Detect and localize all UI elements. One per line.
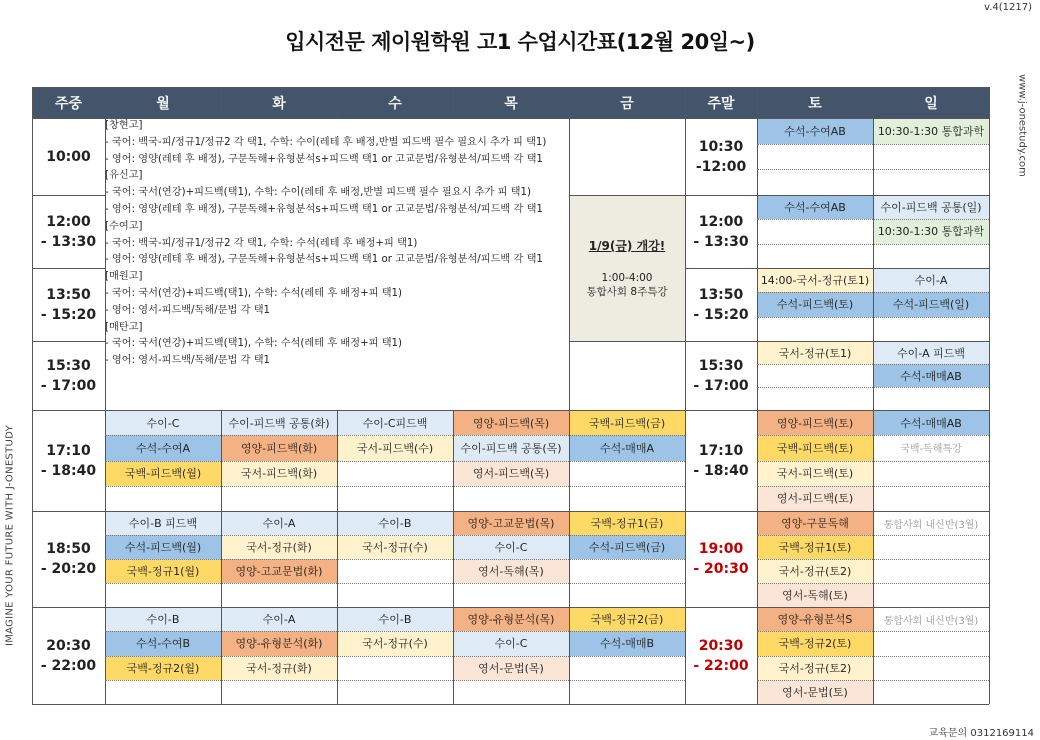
class-cell-thu[interactable]: 수이-C — [453, 631, 569, 655]
grid-line — [757, 559, 989, 560]
class-cell-sat[interactable]: 영서-문법(토) — [757, 680, 873, 704]
weekday-time-1: 12:00 - 13:30 — [40, 213, 97, 250]
grid-line — [757, 486, 989, 487]
side-website: www.j-onestudy.com — [1016, 74, 1028, 177]
class-cell-tue — [221, 680, 337, 704]
class-cell-mon[interactable]: 국백-정규1(월) — [105, 559, 221, 583]
grid-line — [685, 341, 989, 342]
note-line: - 영어: 영서-피드백/독해/문법 각 택1 — [105, 304, 271, 316]
class-cell-sat[interactable]: 14:00-국서-정규(토1) — [757, 268, 873, 292]
class-cell-sun — [873, 244, 989, 268]
grid-line — [757, 680, 989, 681]
class-cell-wed — [337, 486, 453, 511]
class-cell-tue[interactable]: 영양-고교문법(화) — [221, 559, 337, 583]
weekday-time-2: 13:50 - 15:20 — [40, 286, 97, 323]
class-cell-sat[interactable]: 수석-수여AB — [757, 118, 873, 144]
class-cell-thu — [453, 583, 569, 607]
grid-line — [757, 631, 989, 632]
class-cell-sat[interactable]: 국서-정규(토2) — [757, 656, 873, 680]
class-cell-sun — [873, 559, 989, 583]
grid-line — [757, 535, 989, 536]
note-line: - 국어: 백국-피/정규1/정규2 각 택1, 수학: 수이(레테 후 배정,반별 피드백 필수 필요시 추가 피 택1) — [105, 136, 547, 148]
grid-line — [685, 268, 989, 269]
class-cell-fri[interactable]: 국백-피드백(금) — [569, 410, 685, 435]
note-line: - 국어: 백국-피/정규1/정규2 각 택1, 수학: 수석(레테 후 배정+피 택1) — [105, 237, 418, 249]
grid-line — [757, 364, 989, 365]
grid-line — [105, 486, 685, 487]
class-cell-sat — [757, 317, 873, 341]
note-line: [수여고] — [105, 220, 143, 232]
grid-line — [32, 87, 33, 704]
grid-line — [32, 87, 989, 88]
grid-line — [757, 292, 989, 293]
grid-line — [32, 195, 105, 196]
class-cell-sun[interactable]: 수석-매매AB — [873, 410, 989, 435]
class-cell-tue[interactable]: 국서-정규(화) — [221, 535, 337, 559]
class-cell-mon[interactable]: 국백-피드백(월) — [105, 461, 221, 486]
grid-line — [105, 631, 685, 632]
weekend-time-0: 10:30 -12:00 — [695, 138, 747, 175]
weekday-time-4: 17:10 - 18:40 — [40, 442, 97, 479]
class-cell-fri — [569, 486, 685, 511]
header-wed: 수 — [337, 87, 453, 118]
class-cell-wed — [337, 461, 453, 486]
class-cell-sat[interactable]: 영양-구문독해 — [757, 511, 873, 535]
notice-course: 통합사회 8주특강 — [586, 286, 668, 298]
grid-line — [757, 219, 989, 220]
grid-line — [221, 87, 222, 118]
class-cell-mon[interactable]: 수석-수여A — [105, 435, 221, 460]
header-mon: 월 — [105, 87, 221, 118]
grid-line — [32, 268, 105, 269]
class-cell-thu[interactable]: 영서-독해(목) — [453, 559, 569, 583]
weekend-time-5: 19:00 - 20:30 — [693, 541, 749, 577]
class-cell-tue — [221, 583, 337, 607]
class-cell-wed — [337, 656, 453, 680]
class-cell-sat — [757, 364, 873, 387]
class-cell-tue[interactable]: 국서-피드백(화) — [221, 461, 337, 486]
grid-line — [989, 87, 990, 704]
class-cell-sat[interactable]: 영양-유형분석S — [757, 607, 873, 631]
grid-line — [105, 559, 685, 560]
contact-info: 교육문의 0312169114 — [928, 728, 1034, 739]
class-cell-sun — [873, 680, 989, 704]
grid-line — [685, 87, 686, 704]
grid-line — [569, 87, 570, 704]
grid-line — [757, 583, 989, 584]
class-cell-fri — [569, 680, 685, 704]
class-cell-thu[interactable]: 영양-피드백(목) — [453, 410, 569, 435]
grid-line — [569, 341, 685, 342]
grid-line — [685, 195, 989, 196]
class-cell-sat[interactable]: 영서-피드백(토) — [757, 486, 873, 511]
class-cell-mon — [105, 486, 221, 511]
class-cell-sat — [757, 244, 873, 268]
class-cell-thu — [453, 680, 569, 704]
page-title: 입시전문 제이원학원 고1 수업시간표(12월 20일~) — [285, 30, 755, 54]
class-cell-tue[interactable]: 영양-피드백(화) — [221, 435, 337, 460]
class-cell-sat[interactable]: 수석-수여AB — [757, 195, 873, 219]
class-cell-tue[interactable]: 수이-피드백 공통(화) — [221, 410, 337, 435]
class-cell-sun[interactable]: 통합사회 내신반(3월) — [883, 615, 979, 627]
class-cell-mon[interactable]: 수석-수여B — [105, 631, 221, 655]
class-cell-sat[interactable]: 국서-정규(토2) — [757, 559, 873, 583]
weekday-time-6: 20:30 - 22:00 — [40, 637, 97, 674]
weekday-time-5: 18:50 - 20:20 — [40, 541, 97, 577]
weekend-time-1: 12:00 - 13:30 — [693, 213, 749, 250]
morning-notes — [105, 118, 569, 410]
grid-line — [32, 511, 989, 512]
class-cell-fri[interactable]: 수석-피드백(금) — [569, 535, 685, 559]
class-cell-wed[interactable]: 수이-B — [337, 511, 453, 535]
class-cell-sat[interactable]: 영양-피드백(토) — [757, 410, 873, 435]
header-wk: 주중 — [32, 87, 105, 118]
weekday-time-0: 10:00 — [46, 148, 91, 165]
class-cell-mon[interactable]: 수이-C — [105, 410, 221, 435]
grid-line — [337, 87, 338, 118]
class-cell-thu[interactable]: 영양-고교문법(목) — [453, 511, 569, 535]
header-fri: 금 — [569, 87, 685, 118]
class-cell-thu[interactable]: 영서-피드백(목) — [453, 461, 569, 486]
grid-line — [105, 680, 685, 681]
grid-line — [105, 435, 685, 436]
class-cell-thu[interactable]: 수이-C — [453, 535, 569, 559]
class-cell-sun[interactable]: 수석-피드백(일) — [873, 292, 989, 316]
class-cell-sat[interactable]: 국백-피드백(토) — [757, 435, 873, 460]
class-cell-fri[interactable]: 국백-정규2(금) — [569, 607, 685, 631]
grid-line — [453, 87, 454, 118]
grid-line — [757, 169, 989, 170]
class-cell-tue — [221, 486, 337, 511]
header-sun: 일 — [873, 87, 989, 118]
notice-title: 1/9(금) 개강! — [588, 239, 666, 253]
class-cell-mon[interactable]: 국백-정규2(월) — [105, 656, 221, 680]
class-cell-fri — [569, 656, 685, 680]
grid-line — [32, 118, 989, 119]
weekend-time-3: 15:30 - 17:00 — [693, 357, 749, 394]
note-line: [유신고] — [105, 170, 143, 182]
grid-line — [105, 461, 685, 462]
class-cell-sun — [873, 656, 989, 680]
class-cell-sun[interactable]: 수이-피드백 공통(일) — [873, 195, 989, 219]
class-cell-fri — [569, 583, 685, 607]
class-cell-sat — [757, 219, 873, 243]
grid-line — [105, 87, 106, 704]
weekend-time-6: 20:30 - 22:00 — [693, 637, 749, 674]
grid-line — [105, 535, 685, 536]
class-cell-sun — [873, 317, 989, 341]
note-line: - 영어: 영서-피드백/독해/문법 각 택1 — [105, 355, 271, 367]
class-cell-sun[interactable]: 10:30-1:30 통합과학 — [873, 118, 989, 144]
note-line: - 국어: 국서(연강)+피드백(택1), 수학: 수석(레테 후 배정+피 택1) — [105, 338, 402, 350]
class-cell-sat[interactable]: 국백-정규2(토) — [757, 631, 873, 655]
class-cell-sat — [757, 144, 873, 170]
grid-line — [32, 607, 989, 608]
class-cell-wed — [337, 559, 453, 583]
class-cell-mon — [105, 680, 221, 704]
note-line: [창현고] — [105, 120, 143, 131]
grid-line — [32, 410, 989, 411]
notice-time: 1:00-4:00 — [601, 272, 653, 284]
grid-line — [757, 317, 989, 318]
class-cell-sat[interactable]: 국서-정규(토1) — [757, 341, 873, 364]
class-cell-thu — [453, 486, 569, 511]
weekend-time-4: 17:10 - 18:40 — [693, 442, 749, 479]
class-cell-sun — [873, 631, 989, 655]
grid-line — [105, 656, 685, 657]
class-cell-wed — [337, 583, 453, 607]
class-cell-sun — [873, 583, 989, 607]
class-cell-tue[interactable]: 영양-유형분석(화) — [221, 631, 337, 655]
grid-line — [337, 410, 338, 704]
class-cell-fri — [569, 559, 685, 583]
version-label: v.4(1217) — [984, 2, 1032, 13]
weekend-time-2: 13:50 - 15:20 — [693, 286, 749, 323]
note-line: - 영어: 영양(레테 후 배정), 구문독해+유형분석s+피드백 택1 or 고교문법/유형분석/피드백 각 택1 — [105, 254, 543, 266]
note-line: - 국어: 국서(연강)+피드백(택1), 수학: 수이(레테 후 배정,반별 피드백 필수 필요시 추가 피 택1) — [105, 187, 531, 199]
class-cell-sun[interactable]: 수석-매매AB — [873, 364, 989, 387]
grid-line — [757, 87, 758, 704]
grid-line — [221, 410, 222, 704]
class-cell-sat — [757, 387, 873, 410]
class-cell-mon[interactable]: 수이-B — [105, 607, 221, 631]
grid-line — [757, 144, 989, 145]
class-cell-sun — [873, 535, 989, 559]
class-cell-sun — [873, 387, 989, 410]
header-thu: 목 — [453, 87, 569, 118]
class-cell-tue[interactable]: 수이-A — [221, 607, 337, 631]
class-cell-sun[interactable]: 국백-독해특강 — [900, 444, 962, 456]
grid-line — [757, 461, 989, 462]
class-cell-wed — [337, 680, 453, 704]
class-cell-sat — [757, 169, 873, 195]
class-cell-sun[interactable]: 10:30-1:30 통합과학 — [873, 219, 989, 243]
grid-line — [757, 435, 989, 436]
class-cell-tue[interactable]: 수이-A — [221, 511, 337, 535]
class-cell-fri[interactable]: 수석-매매B — [569, 631, 685, 655]
header-sat: 토 — [757, 87, 873, 118]
class-cell-wed[interactable]: 수이-C피드백 — [337, 410, 453, 435]
grid-line — [105, 583, 685, 584]
header-wkend: 주말 — [685, 87, 757, 118]
class-cell-sat[interactable]: 국서-피드백(토) — [757, 461, 873, 486]
note-line: [매원고] — [105, 271, 143, 283]
timetable — [32, 87, 989, 704]
grid-line — [757, 387, 989, 388]
class-cell-mon[interactable]: 수이-B 피드백 — [105, 511, 221, 535]
grid-line — [569, 195, 685, 196]
class-cell-wed[interactable]: 국서-정규(수) — [337, 631, 453, 655]
class-cell-wed[interactable]: 국서-정규(수) — [337, 535, 453, 559]
header-tue: 화 — [221, 87, 337, 118]
grid-line — [757, 656, 989, 657]
class-cell-sun[interactable]: 통합사회 내신반(3월) — [883, 519, 979, 531]
class-cell-fri[interactable]: 국백-정규1(금) — [569, 511, 685, 535]
class-cell-sat[interactable]: 영서-독해(토) — [757, 583, 873, 607]
grid-line — [757, 244, 989, 245]
note-line: - 국어: 국서(연강)+피드백(택1), 수학: 수석(레테 후 배정+피 택1) — [105, 287, 402, 299]
note-line: - 영어: 영양(레테 후 배정), 구문독해+유형분석s+피드백 택1 or 고교문법/유형분석/피드백 각 택1 — [105, 153, 543, 165]
class-cell-sun[interactable]: 수이-A 피드백 — [873, 341, 989, 364]
class-cell-mon[interactable]: 수석-피드백(월) — [105, 535, 221, 559]
grid-line — [873, 87, 874, 704]
class-cell-thu[interactable]: 영양-유형분석(목) — [453, 607, 569, 631]
class-cell-fri[interactable]: 수석-매매A — [569, 435, 685, 460]
class-cell-sun — [873, 461, 989, 486]
class-cell-mon — [105, 583, 221, 607]
class-cell-sun[interactable]: 수이-A — [873, 268, 989, 292]
weekday-time-3: 15:30 - 17:00 — [40, 357, 97, 394]
class-cell-sun — [873, 486, 989, 511]
class-cell-thu[interactable]: 영서-문법(목) — [453, 656, 569, 680]
class-cell-sat[interactable]: 국백-정규1(토) — [757, 535, 873, 559]
side-slogan: IMAGINE YOUR FUTURE WITH J-ONESTUDY — [4, 424, 16, 647]
class-cell-wed[interactable]: 수이-B — [337, 607, 453, 631]
class-cell-wed[interactable]: 국서-피드백(수) — [337, 435, 453, 460]
class-cell-thu[interactable]: 수이-피드백 공통(목) — [453, 435, 569, 460]
grid-line — [453, 410, 454, 704]
grid-line — [32, 704, 989, 705]
class-cell-tue[interactable]: 국서-정규(화) — [221, 656, 337, 680]
note-line: [매탄고] — [105, 321, 143, 333]
friday-notice — [569, 195, 685, 341]
class-cell-sun — [873, 169, 989, 195]
class-cell-sat[interactable]: 수석-피드백(토) — [757, 292, 873, 316]
class-cell-sun — [873, 144, 989, 170]
class-cell-fri — [569, 461, 685, 486]
note-line: - 영어: 영양(레테 후 배정), 구문독해+유형분석s+피드백 택1 or 고교문법/유형분석/피드백 각 택1 — [105, 203, 543, 215]
grid-line — [32, 341, 105, 342]
